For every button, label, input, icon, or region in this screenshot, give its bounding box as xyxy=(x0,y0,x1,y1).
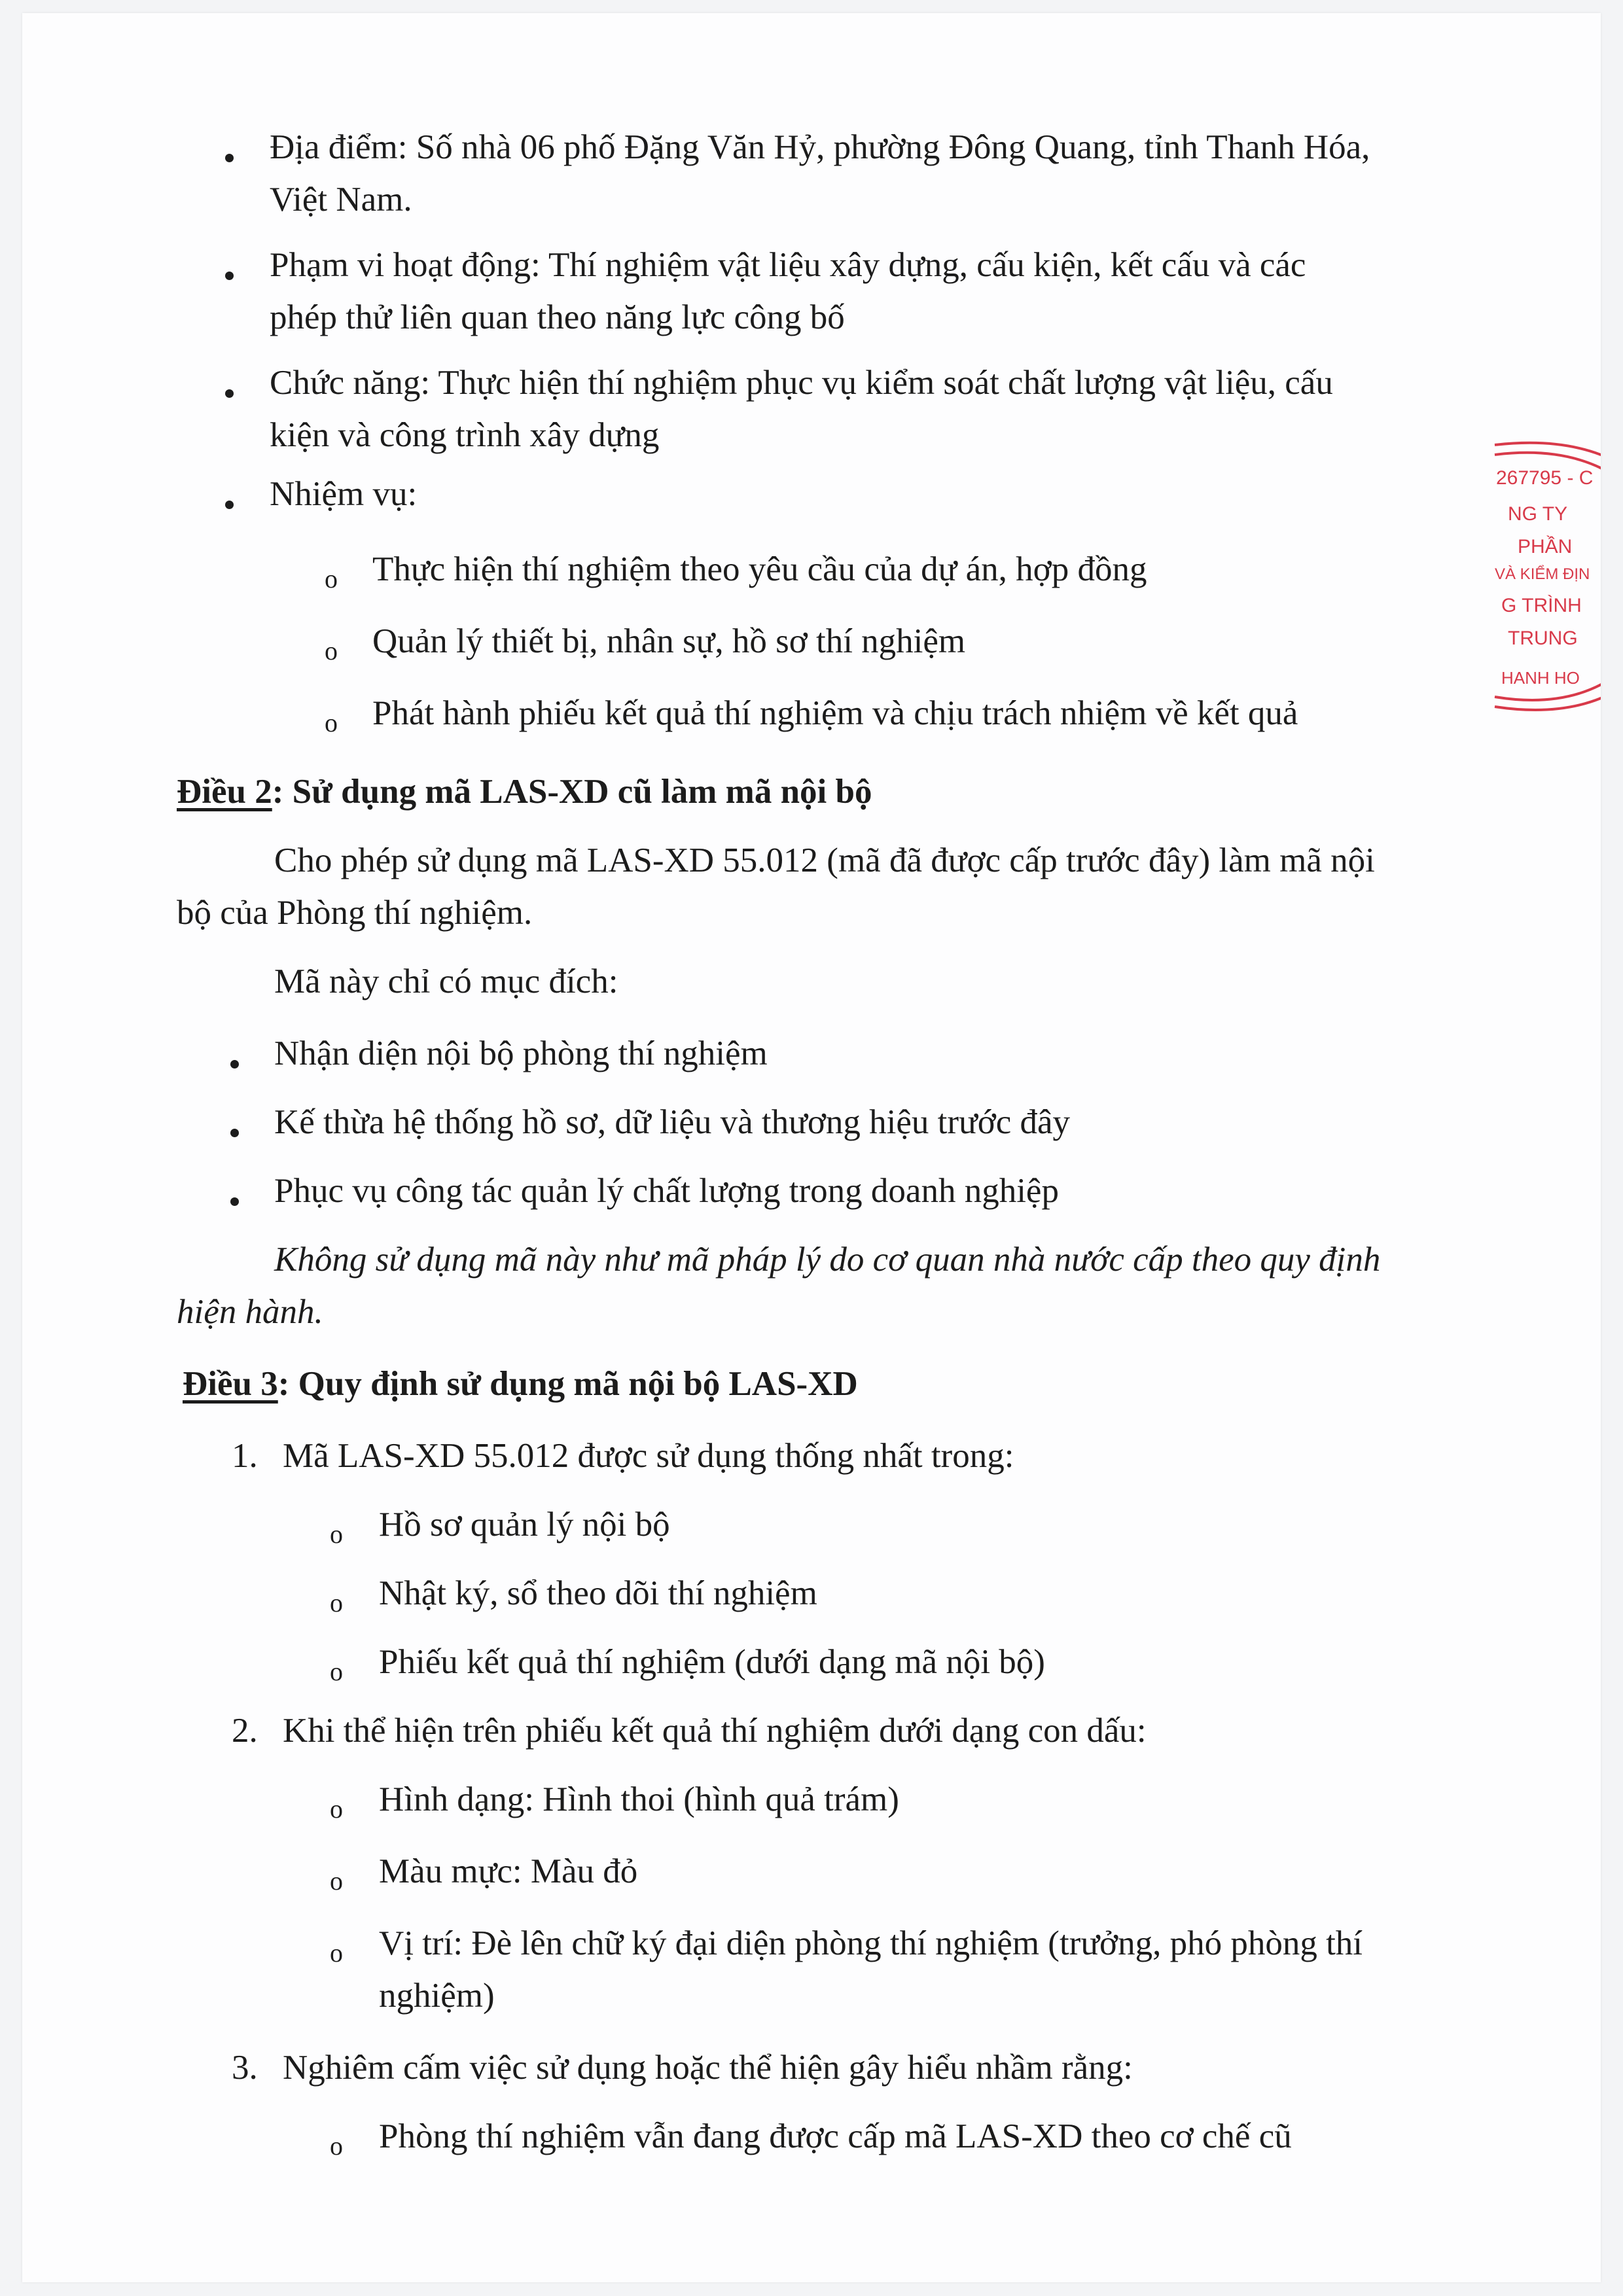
sub-bullet-circle: o xyxy=(325,708,338,737)
article-3-heading xyxy=(183,1358,858,1410)
sub-bullet-circle: o xyxy=(330,1794,343,1824)
sub-item: Hồ sơ quản lý nội bộ xyxy=(379,1506,670,1544)
sub-bullet-circle: o xyxy=(330,1866,343,1896)
sub-item: Màu mực: Màu đỏ xyxy=(379,1852,638,1890)
article-3-label: Điều 3 xyxy=(183,1365,278,1403)
bullet-dot xyxy=(225,389,234,398)
article-2-heading xyxy=(177,766,872,818)
bullet-dot xyxy=(230,1197,239,1206)
sub-bullet-circle: o xyxy=(325,564,338,593)
sub-bullet-circle: o xyxy=(325,636,338,665)
sub-bullet-circle: o xyxy=(330,1519,343,1549)
function-line-1: Chức năng: Thực hiện thí nghiệm phục vụ kiểm soát chất lượng vật liệu, cấu xyxy=(270,364,1333,402)
article-2-title: : Sử dụng mã LAS-XD cũ làm mã nội bộ xyxy=(272,773,872,811)
duty-item: Phát hành phiếu kết quả thí nghiệm và chịu trách nhiệm về kết quả xyxy=(372,694,1298,732)
duty-item: Quản lý thiết bị, nhân sự, hồ sơ thí nghiệm xyxy=(372,622,966,660)
sub-item: Phiếu kết quả thí nghiệm (dưới dạng mã nội bộ) xyxy=(379,1643,1045,1681)
bullet-dot xyxy=(230,1060,239,1069)
article-2-bullet: Nhận diện nội bộ phòng thí nghiệm xyxy=(274,1034,768,1072)
sub-item-line-1: Vị trí: Đè lên chữ ký đại diện phòng thí nghiệm (trưởng, phó phòng thí xyxy=(379,1924,1363,1962)
sub-bullet-circle: o xyxy=(330,1657,343,1686)
article-3-item-2: Khi thể hiện trên phiếu kết quả thí nghiệm dưới dạng con dấu: xyxy=(283,1712,1147,1750)
company-stamp xyxy=(1482,432,1601,739)
article-3-title: : Quy định sử dụng mã nội bộ LAS-XD xyxy=(277,1365,858,1403)
item-number: 2. xyxy=(232,1712,258,1750)
article-2-bullet: Phục vụ công tác quản lý chất lượng trong doanh nghiệp xyxy=(274,1172,1059,1210)
bullet-dot xyxy=(230,1129,239,1137)
location-line-2: Việt Nam. xyxy=(270,181,412,219)
sub-item: Nhật ký, sổ theo dõi thí nghiệm xyxy=(379,1574,817,1612)
article-2-note-line-1: Không sử dụng mã này như mã pháp lý do cơ quan nhà nước cấp theo quy định xyxy=(274,1241,1381,1279)
stamp-text: G TRÌNH xyxy=(1501,595,1582,616)
article-2-para1-line-1: Cho phép sử dụng mã LAS-XD 55.012 (mã đã được cấp trước đây) làm mã nội xyxy=(274,841,1375,879)
stamp-text: PHẦN xyxy=(1518,536,1573,557)
article-2-para2: Mã này chỉ có mục đích: xyxy=(274,963,618,1000)
stamp-text: NG TY xyxy=(1508,503,1568,525)
sub-bullet-circle: o xyxy=(330,1588,343,1617)
stamp-text: HANH HO xyxy=(1501,668,1580,688)
item-number: 1. xyxy=(232,1437,258,1475)
duty-item: Thực hiện thí nghiệm theo yêu cầu của dự án, hợp đồng xyxy=(372,550,1147,588)
item-number: 3. xyxy=(232,2049,258,2087)
article-2-bullet: Kế thừa hệ thống hồ sơ, dữ liệu và thương hiệu trước đây xyxy=(274,1103,1071,1141)
scope-line-1: Phạm vi hoạt động: Thí nghiệm vật liệu xây dựng, cấu kiện, kết cấu và các xyxy=(270,246,1306,284)
article-2-note-line-2: hiện hành. xyxy=(177,1293,323,1331)
article-3-item-3: Nghiêm cấm việc sử dụng hoặc thể hiện gây hiểu nhầm rằng: xyxy=(283,2049,1133,2087)
scope-line-2: phép thử liên quan theo năng lực công bố xyxy=(270,298,845,336)
stamp-text: 267795 - C xyxy=(1496,467,1594,489)
bullet-dot xyxy=(225,272,234,280)
stamp-text: VÀ KIỂM ĐỊN xyxy=(1495,565,1590,583)
sub-item: Hình dạng: Hình thoi (hình quả trám) xyxy=(379,1780,899,1818)
location-line-1: Địa điểm: Số nhà 06 phố Đặng Văn Hỷ, phường Đông Quang, tỉnh Thanh Hóa, xyxy=(270,128,1370,166)
article-2-para1-line-2: bộ của Phòng thí nghiệm. xyxy=(177,894,533,932)
stamp-text: TRUNG xyxy=(1508,627,1578,649)
sub-item-line-2: nghiệm) xyxy=(379,1977,495,2015)
article-3-item-1: Mã LAS-XD 55.012 được sử dụng thống nhất trong: xyxy=(283,1437,1014,1475)
sub-bullet-circle: o xyxy=(330,1938,343,1968)
bullet-dot xyxy=(225,501,234,509)
sub-item: Phòng thí nghiệm vẫn đang được cấp mã LAS-XD theo cơ chế cũ xyxy=(379,2117,1292,2155)
document-page xyxy=(22,13,1601,2282)
article-2-label: Điều 2 xyxy=(177,773,272,811)
duties-label: Nhiệm vụ: xyxy=(270,475,418,513)
bullet-dot xyxy=(225,154,234,162)
sub-bullet-circle: o xyxy=(330,2131,343,2161)
function-line-2: kiện và công trình xây dựng xyxy=(270,416,660,454)
